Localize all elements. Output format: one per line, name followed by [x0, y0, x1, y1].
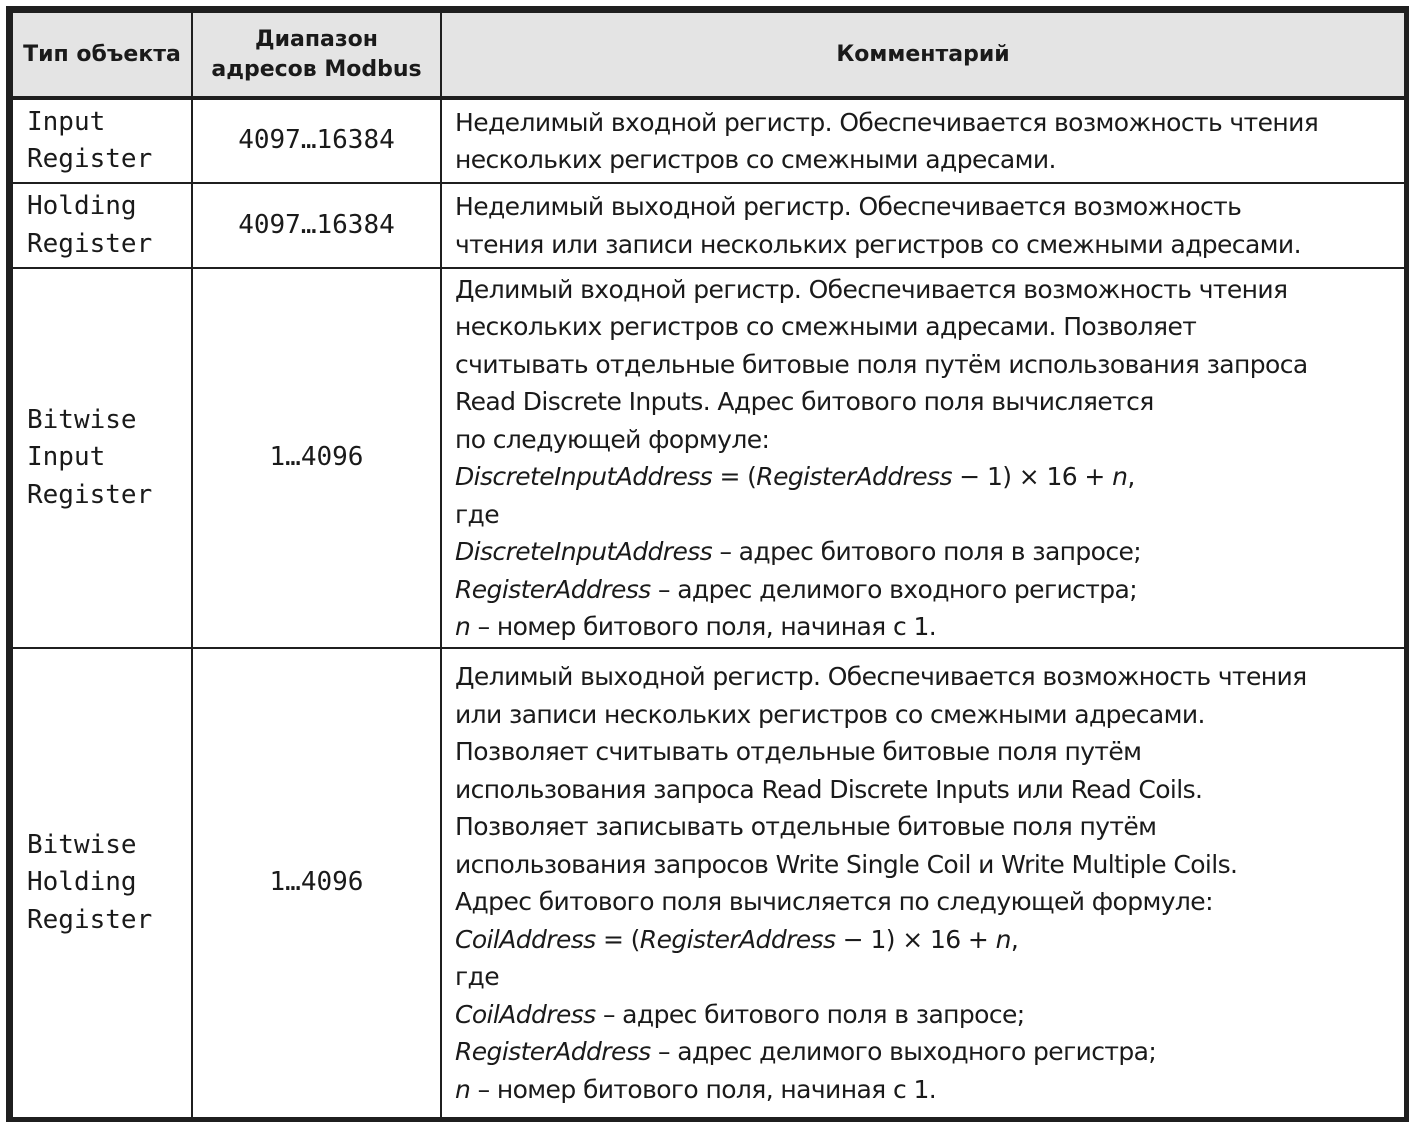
- header-address-range: [192, 12, 441, 98]
- formula-line: [455, 458, 1396, 496]
- definition-term: n: [455, 612, 471, 641]
- definition-line: [455, 1033, 1396, 1071]
- table-row: [12, 183, 1405, 268]
- object-type-line: Bitwise: [27, 829, 137, 860]
- comment-line: нескольких регистров со смежными адресами.: [455, 145, 1056, 174]
- comment-cell: [441, 98, 1405, 183]
- definition-line: [455, 533, 1396, 571]
- definition-text: – номер битового поля, начиная с 1.: [470, 1074, 937, 1104]
- formula-lhs: DiscreteInputAddress: [455, 462, 713, 491]
- comment-line: Делимый выходной регистр. Обеспечивается возможность чтения: [455, 662, 1307, 691]
- comment-line: Неделимый входной регистр. Обеспечивается возможность чтения: [455, 107, 1319, 137]
- formula-tail: ,: [1127, 462, 1135, 491]
- address-range-cell: 4097…16384: [192, 183, 441, 268]
- modbus-address-table: [11, 11, 1406, 1119]
- formula-n: n: [995, 924, 1011, 954]
- definition-text: – адрес делимого выходного регистра;: [650, 1037, 1157, 1066]
- definition-line: [455, 996, 1396, 1034]
- object-type-line: Input: [27, 442, 106, 473]
- object-type-line: Register: [27, 228, 153, 259]
- definition-line: [455, 1071, 1396, 1109]
- formula-n: n: [1112, 462, 1128, 491]
- definition-line: [455, 571, 1396, 609]
- table-row: [12, 648, 1405, 1118]
- comment-line: использования запросов Write Single Coil и Write Multiple Coils.: [455, 849, 1238, 879]
- comment-cell: [441, 183, 1405, 268]
- formula-line: [455, 921, 1396, 959]
- object-type-cell: [12, 183, 192, 268]
- address-range-cell: 4097…16384: [192, 98, 441, 183]
- definition-term: CoilAddress: [455, 999, 596, 1029]
- formula-tail: ,: [1010, 924, 1019, 954]
- table-frame: [6, 6, 1409, 1122]
- formula-eq: = (: [712, 462, 757, 491]
- comment-line: нескольких регистров со смежными адресами. Позволяет: [455, 312, 1197, 341]
- definition-term: DiscreteInputAddress: [455, 537, 713, 566]
- where-line: где: [455, 962, 500, 991]
- definition-text: – адрес битового поля в запросе;: [712, 537, 1142, 566]
- definition-text: – адрес делимого входного регистра;: [650, 574, 1138, 604]
- comment-line: или записи нескольких регистров со смежными адресами.: [455, 699, 1205, 729]
- object-type-cell: [12, 98, 192, 183]
- object-type-line: Register: [27, 904, 153, 935]
- table-row: [12, 98, 1405, 183]
- definition-term: RegisterAddress: [455, 1037, 651, 1066]
- address-range-cell: 1…4096: [192, 648, 441, 1118]
- object-type-line: Bitwise: [27, 404, 137, 435]
- formula-rest: − 1) × 16 +: [951, 462, 1113, 491]
- comment-line: по следующей формуле:: [455, 424, 770, 454]
- formula-var: RegisterAddress: [639, 924, 836, 954]
- object-type-line: Register: [27, 479, 153, 510]
- object-type-line: Holding: [27, 867, 137, 898]
- object-type-line: Input: [27, 106, 106, 137]
- comment-line: чтения или записи нескольких регистров со смежными адресами.: [455, 229, 1301, 259]
- header-object-type: Тип объекта: [12, 12, 192, 98]
- comment-line: Адрес битового поля вычисляется по следующей формуле:: [455, 887, 1213, 916]
- comment-line: Неделимый выходной регистр. Обеспечивается возможность: [455, 192, 1242, 221]
- where-line: где: [455, 499, 500, 529]
- object-type-cell: [12, 268, 192, 648]
- header-row: [12, 12, 1405, 98]
- header-comment: Комментарий: [441, 12, 1405, 98]
- comment-line: Позволяет записывать отдельные битовые поля путём: [455, 812, 1157, 841]
- header-address-range-label: Диапазон адресов Modbus: [211, 26, 422, 82]
- comment-line: Позволяет считывать отдельные битовые поля путём: [455, 737, 1142, 766]
- comment-line: Read Discrete Inputs. Адрес битового поля вычисляется: [455, 387, 1154, 416]
- definition-text: – адрес битового поля в запросе;: [595, 999, 1025, 1029]
- comment-cell: [441, 268, 1405, 648]
- address-range-cell: 1…4096: [192, 268, 441, 648]
- comment-line: Делимый входной регистр. Обеспечивается возможность чтения: [455, 274, 1288, 304]
- comment-line: использования запроса Read Discrete Inputs или Read Coils.: [455, 774, 1203, 804]
- object-type-line: Holding: [27, 191, 137, 221]
- table-row: [12, 268, 1405, 648]
- formula-var: RegisterAddress: [756, 462, 952, 491]
- definition-line: [455, 608, 1396, 646]
- object-type-line: Register: [27, 144, 153, 174]
- comment-cell: [441, 648, 1405, 1118]
- formula-rest: − 1) × 16 +: [835, 924, 996, 954]
- definition-term: RegisterAddress: [455, 574, 651, 604]
- object-type-cell: [12, 648, 192, 1118]
- comment-line: считывать отдельные битовые поля путём использования запроса: [455, 349, 1308, 379]
- formula-lhs: CoilAddress: [455, 924, 596, 954]
- definition-text: – номер битового поля, начиная с 1.: [470, 612, 937, 641]
- formula-eq: = (: [595, 924, 640, 954]
- definition-term: n: [455, 1074, 471, 1104]
